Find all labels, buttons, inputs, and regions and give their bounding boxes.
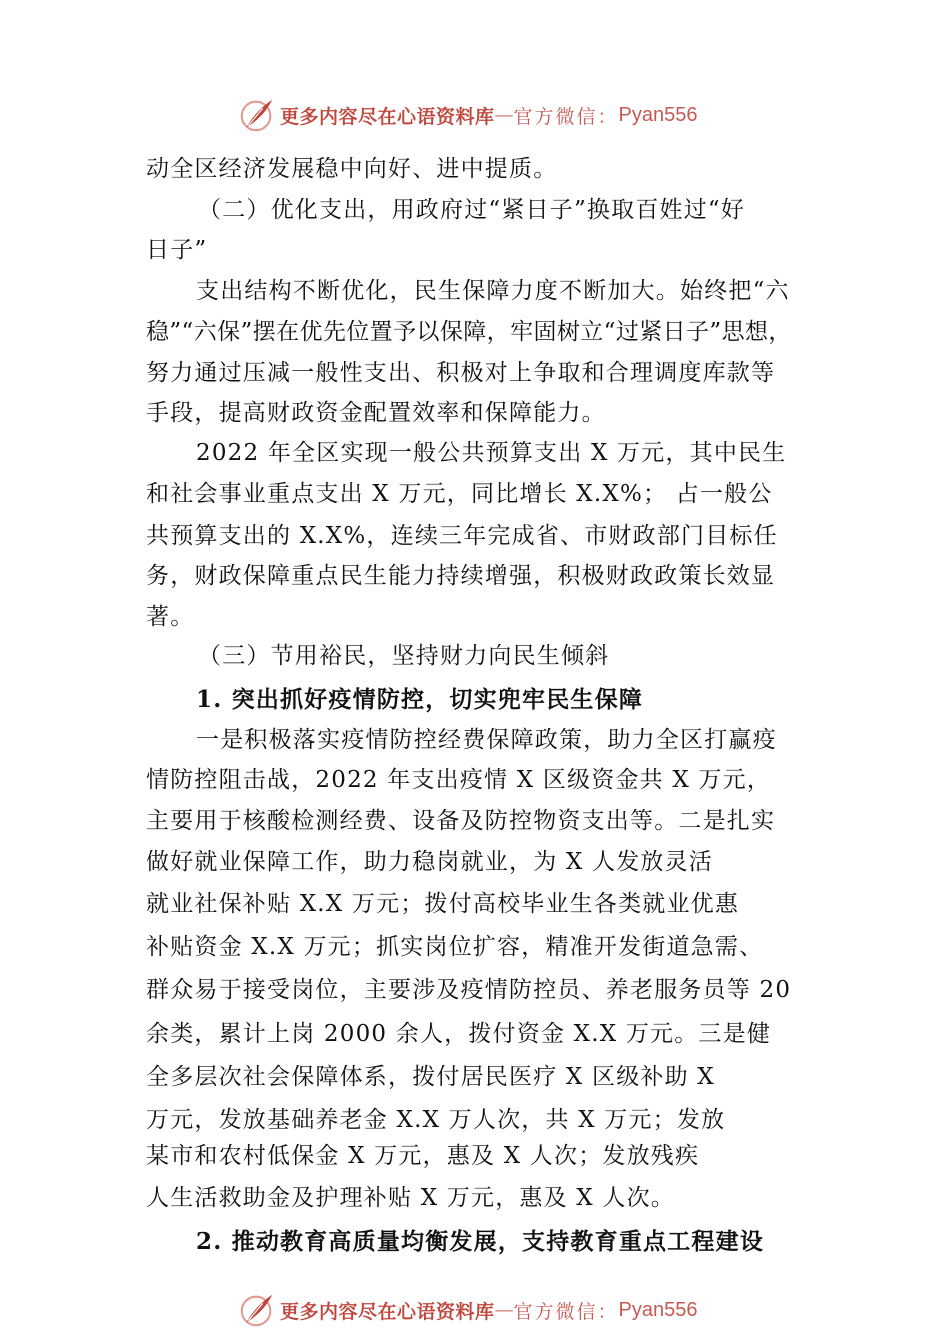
watermark-site-name: 更多内容尽在心语资料库 <box>280 105 495 128</box>
paragraph-line: 2022 年全区实现一般公共预算支出 X 万元，其中民生 <box>196 440 787 466</box>
paragraph-line: 一是积极落实疫情防控经费保障政策，助力全区打赢疫 <box>196 727 777 753</box>
watermark-wechat-label: 官方微信： <box>513 1300 619 1323</box>
subheading-1: 1. 突出抓好疫情防控，切实兜牢民生保障 <box>196 686 644 713</box>
section-heading-2-line: 日子” <box>146 237 208 263</box>
paragraph-line: 全多层次社会保障体系，拨付居民医疗 X 区级补助 X <box>146 1064 715 1090</box>
paragraph-line: 主要用于核酸检测经费、设备及防控物资支出等。二是扎实 <box>146 808 776 834</box>
paragraph-line: 人生活救助金及护理补贴 X 万元，惠及 X 人次。 <box>146 1185 675 1211</box>
paragraph-line: 做好就业保障工作，助力稳岗就业，为 X 人发放灵活 <box>146 849 713 875</box>
paragraph-line: 情防控阻击战，2022 年支出疫情 X 区级资金共 X 万元， <box>146 767 772 793</box>
paragraph-line: 补贴资金 X.X 万元；抓实岗位扩容，精准开发街道急需、 <box>146 934 764 960</box>
watermark-banner-bottom <box>238 1290 698 1330</box>
paragraph-line: 万元，发放基础养老金 X.X 万人次，共 X 万元；发放 <box>146 1107 726 1133</box>
paragraph-line: 就业社保补贴 X.X 万元；拨付高校毕业生各类就业优惠 <box>146 891 740 917</box>
watermark-banner-top <box>238 95 698 135</box>
paragraph-line: 稳”“六保”摆在优先位置予以保障，牢固树立“过紧日子”思想， <box>146 319 792 345</box>
section-heading-3: （三）节用裕民，坚持财力向民生倾斜 <box>198 643 610 669</box>
section-heading-2-line: （二）优化支出，用政府过“紧日子”换取百姓过“好 <box>198 197 746 223</box>
quill-logo-icon <box>238 1291 276 1329</box>
paragraph-line: 某市和农村低保金 X 万元，惠及 X 人次；发放残疾 <box>146 1143 700 1169</box>
paragraph-line: 手段，提高财政资金配置效率和保障能力。 <box>146 400 606 426</box>
paragraph-line: 群众易于接受岗位，主要涉及疫情防控员、养老服务员等 20 <box>146 977 792 1003</box>
paragraph-line: 努力通过压减一般性支出、积极对上争取和合理调度库款等 <box>146 360 776 386</box>
watermark-wechat-label: 官方微信： <box>513 105 619 128</box>
watermark-separator: — <box>494 104 514 126</box>
watermark-site-name: 更多内容尽在心语资料库 <box>280 1300 495 1323</box>
subheading-2: 2. 推动教育高质量均衡发展，支持教育重点工程建设 <box>196 1228 765 1255</box>
paragraph-line: 务，财政保障重点民生能力持续增强，积极财政政策长效显 <box>146 563 776 589</box>
paragraph-line: 余类，累计上岗 2000 余人，拨付资金 X.X 万元。三是健 <box>146 1021 772 1047</box>
watermark-wechat-id: Pyan556 <box>618 103 698 126</box>
quill-logo-icon <box>238 96 276 134</box>
watermark-wechat-id: Pyan556 <box>618 1298 698 1321</box>
paragraph-line: 著。 <box>146 604 195 630</box>
paragraph-line: 动全区经济发展稳中向好、进中提质。 <box>146 156 558 182</box>
paragraph-line: 和社会事业重点支出 X 万元，同比增长 X.X%； 占一般公 <box>146 481 773 507</box>
paragraph-line: 共预算支出的 X.X%，连续三年完成省、市财政部门目标任 <box>146 523 778 549</box>
watermark-separator: — <box>494 1299 514 1321</box>
paragraph-line: 支出结构不断优化，民生保障力度不断加大。始终把“六 <box>196 278 790 304</box>
